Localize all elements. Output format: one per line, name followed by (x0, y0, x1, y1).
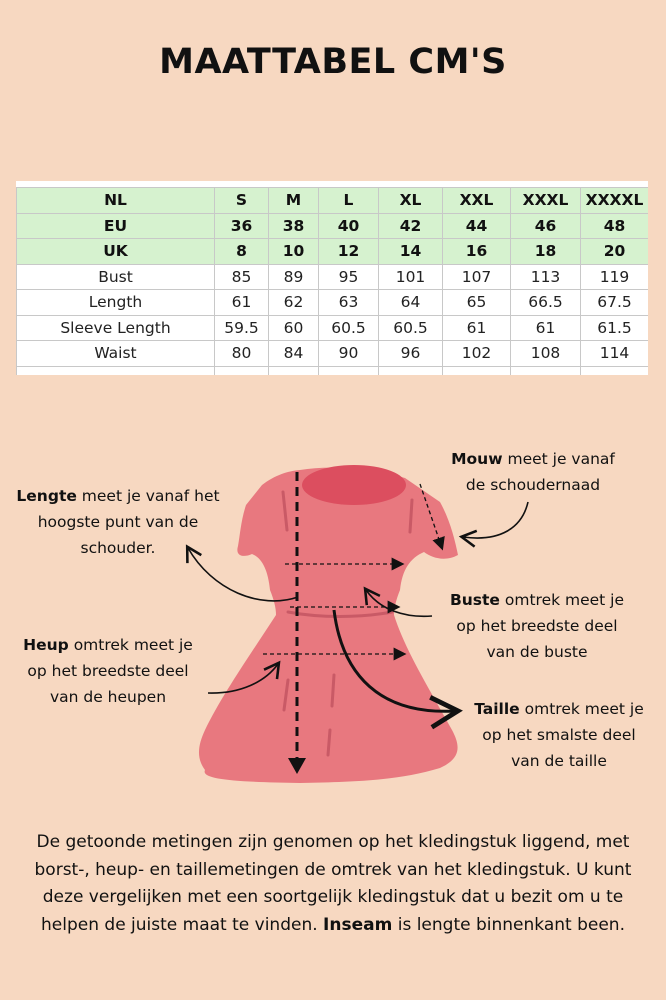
table-cell: 46 (511, 213, 581, 239)
table-cell: 20 (581, 239, 649, 265)
table-cell (17, 366, 215, 375)
note-taille-bold: Taille (474, 700, 520, 718)
note-taille (456, 696, 662, 774)
note-heup-line1: omtrek meet je (68, 636, 193, 654)
row-label-cell: EU (17, 213, 215, 239)
table-cell: 44 (443, 213, 511, 239)
note-lengte-line1: meet je vanaf het (76, 487, 220, 505)
table-row (17, 188, 649, 214)
note-heup-line3: van de heupen (49, 688, 167, 706)
table-cell: 8 (215, 239, 269, 265)
note-heup-bold: Heup (23, 636, 69, 654)
table-row (17, 213, 649, 239)
table-cell: 18 (511, 239, 581, 265)
table-cell: 14 (379, 239, 443, 265)
row-label-cell: Sleeve Length (17, 315, 215, 341)
note-taille-line2: op het smalste deel (482, 726, 636, 744)
note-lengte-bold: Lengte (16, 487, 77, 505)
note-buste-line1: omtrek meet je (499, 591, 625, 609)
note-lengte-line3: schouder. (80, 539, 156, 557)
table-cell: 90 (319, 341, 379, 367)
table-cell: 102 (443, 341, 511, 367)
table-cell: 60.5 (319, 315, 379, 341)
table-cell: 61 (215, 290, 269, 316)
table-cell: 59.5 (215, 315, 269, 341)
footer-tail: is lengte binnenkant been. (392, 914, 625, 935)
table-cell: 62 (269, 290, 319, 316)
table-cell: 60.5 (379, 315, 443, 341)
table-cell: L (319, 188, 379, 214)
table-cell: 113 (511, 264, 581, 290)
table-row (17, 290, 649, 316)
table-row-empty (17, 366, 649, 375)
note-buste (432, 587, 642, 665)
note-taille-line3: van de taille (511, 752, 607, 770)
table-cell: 107 (443, 264, 511, 290)
table-cell: 16 (443, 239, 511, 265)
table-cell: 61.5 (581, 315, 649, 341)
table-cell: 89 (269, 264, 319, 290)
note-taille-line1: omtrek meet je (519, 700, 644, 718)
table-cell: 101 (379, 264, 443, 290)
table-cell (215, 366, 269, 375)
table-row (17, 341, 649, 367)
note-buste-line3: van de buste (486, 643, 588, 661)
note-mouw (433, 446, 633, 498)
table-cell: 108 (511, 341, 581, 367)
row-label-cell: Waist (17, 341, 215, 367)
table-cell: 61 (511, 315, 581, 341)
table-cell: 12 (319, 239, 379, 265)
table-cell: 66.5 (511, 290, 581, 316)
table-cell: XXL (443, 188, 511, 214)
page-title: MAATTABEL CM'S (159, 42, 507, 82)
table-cell: 65 (443, 290, 511, 316)
table-cell (319, 366, 379, 375)
table-cell: 67.5 (581, 290, 649, 316)
table-cell: 48 (581, 213, 649, 239)
table-cell: 42 (379, 213, 443, 239)
row-label-cell: Bust (17, 264, 215, 290)
table-cell (269, 366, 319, 375)
table-cell: 38 (269, 213, 319, 239)
table-cell (443, 366, 511, 375)
table-cell: 64 (379, 290, 443, 316)
note-mouw-line1: meet je vanaf (502, 450, 615, 468)
row-label-cell: NL (17, 188, 215, 214)
table-row (17, 239, 649, 265)
footer-body: De getoonde metingen zijn genomen op het kledingstuk liggend, met borst-, heup- en taillemetingen de omtrek van het kledingstuk. U kunt deze vergelijken met een soortgelijk kledingstuk dat u bezit om u te helpen de juiste maat te vinden. (34, 832, 632, 935)
footer-bold: Inseam (323, 914, 393, 935)
note-lengte-line2: hoogste punt van de (37, 513, 199, 531)
table-cell: 63 (319, 290, 379, 316)
dress-collar (302, 465, 406, 505)
table-cell: 84 (269, 341, 319, 367)
note-buste-line2: op het breedste deel (456, 617, 618, 635)
table-cell: 40 (319, 213, 379, 239)
table-cell: 114 (581, 341, 649, 367)
note-mouw-line2: de schoudernaad (465, 476, 601, 494)
table-cell: 36 (215, 213, 269, 239)
note-heup-line2: op het breedste deel (27, 662, 189, 680)
row-label-cell: Length (17, 290, 215, 316)
table-cell: XL (379, 188, 443, 214)
footer-text (30, 829, 636, 939)
note-heup (6, 632, 210, 710)
table-cell: 80 (215, 341, 269, 367)
table-cell: M (269, 188, 319, 214)
table-cell: XXXL (511, 188, 581, 214)
table-cell: 60 (269, 315, 319, 341)
table-cell: XXXXL (581, 188, 649, 214)
table-cell (581, 366, 649, 375)
table-cell (511, 366, 581, 375)
table-cell: 61 (443, 315, 511, 341)
table-row (17, 264, 649, 290)
table-cell: 96 (379, 341, 443, 367)
note-lengte (2, 483, 234, 561)
size-table (16, 181, 648, 375)
table-cell: 119 (581, 264, 649, 290)
note-mouw-bold: Mouw (451, 450, 503, 468)
table-cell: 95 (319, 264, 379, 290)
table-cell (379, 366, 443, 375)
dress-diagram (0, 440, 666, 800)
row-label-cell: UK (17, 239, 215, 265)
note-buste-bold: Buste (449, 591, 500, 609)
table-cell: S (215, 188, 269, 214)
table-cell: 85 (215, 264, 269, 290)
table-row (17, 315, 649, 341)
table-cell: 10 (269, 239, 319, 265)
